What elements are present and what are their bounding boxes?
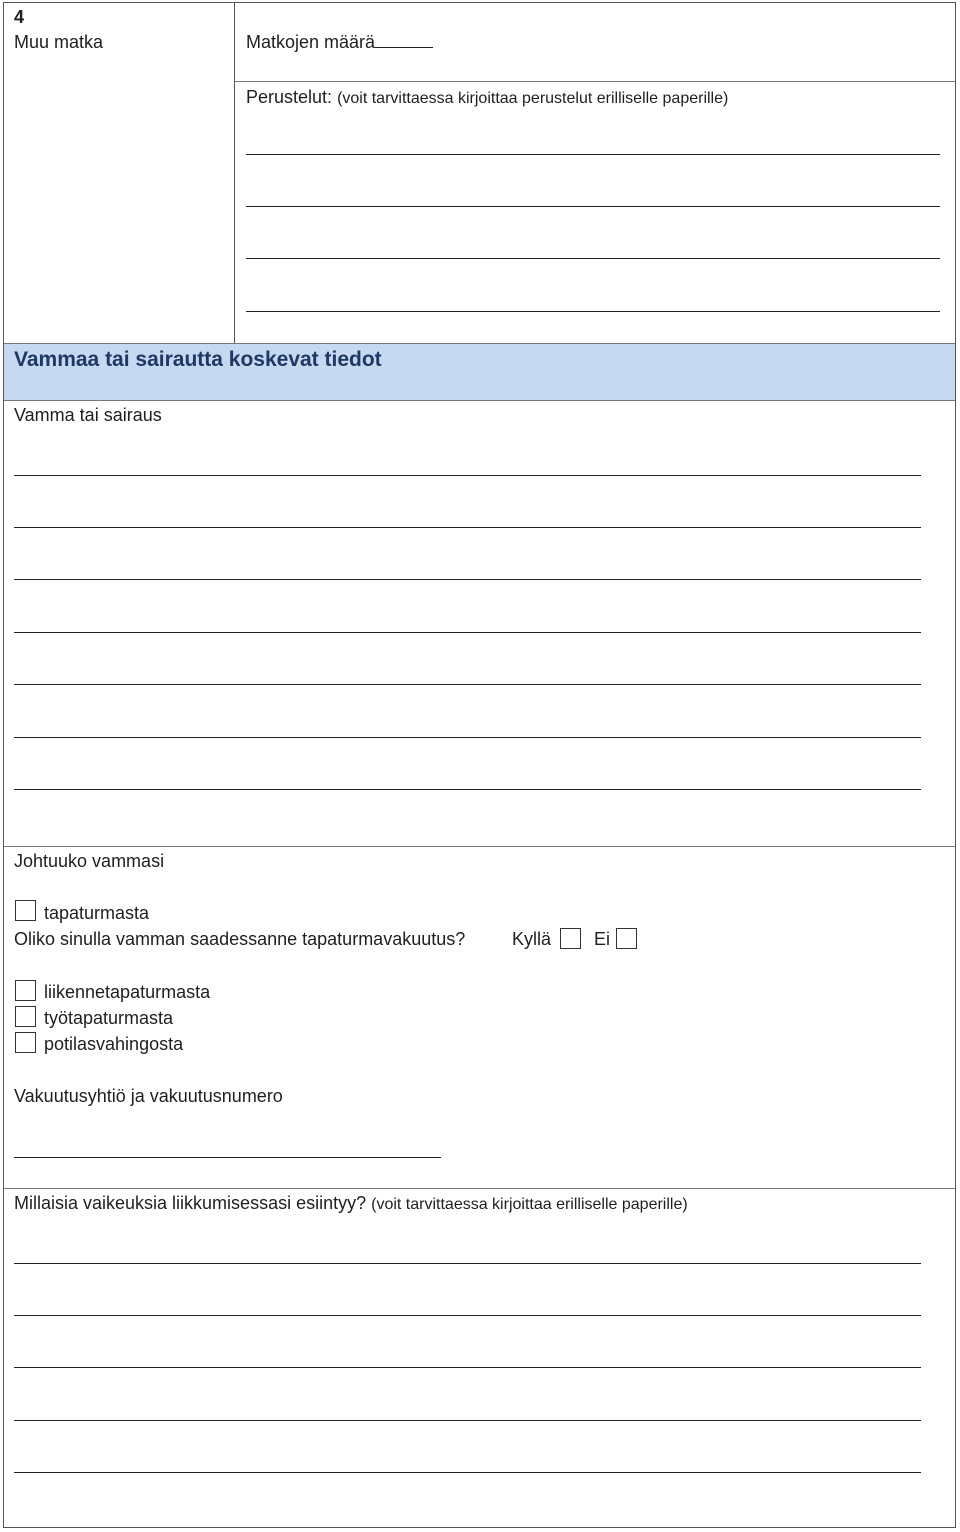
mobility-line-3[interactable] xyxy=(14,1367,921,1368)
column-divider xyxy=(234,2,235,343)
justification-line-2[interactable] xyxy=(246,206,940,207)
section-header-title: Vammaa tai sairautta koskevat tiedot xyxy=(14,348,382,371)
insurer-line[interactable] xyxy=(14,1157,441,1158)
mobility-question: Millaisia vaikeuksia liikkumisessasi esiintyy? xyxy=(14,1193,367,1213)
work-checkbox[interactable] xyxy=(15,1006,36,1027)
mobility-note: (voit tarvittaessa kirjoittaa erilliselle paperille) xyxy=(371,1196,688,1213)
justification-row xyxy=(246,86,728,110)
patient-checkbox[interactable] xyxy=(15,1032,36,1053)
justification-line-3[interactable] xyxy=(246,258,940,259)
mobility-line-5[interactable] xyxy=(14,1472,921,1473)
injury-line-1[interactable] xyxy=(14,475,921,476)
row-divider xyxy=(4,846,955,847)
no-label: Ei xyxy=(594,929,611,949)
mobility-line-2[interactable] xyxy=(14,1315,921,1316)
mobility-line-4[interactable] xyxy=(14,1420,921,1421)
mobility-line-1[interactable] xyxy=(14,1263,921,1264)
row-divider xyxy=(4,1188,955,1189)
justification-label: Perustelut: xyxy=(246,87,333,107)
justification-line-1[interactable] xyxy=(246,154,940,155)
form-frame xyxy=(3,2,956,1528)
work-label: työtapaturmasta xyxy=(44,1008,174,1028)
justification-line-4[interactable] xyxy=(246,311,940,312)
traffic-label: liikennetapaturmasta xyxy=(44,982,211,1002)
injury-line-6[interactable] xyxy=(14,737,921,738)
injury-line-2[interactable] xyxy=(14,527,921,528)
yes-label: Kyllä xyxy=(512,929,552,949)
accident-checkbox[interactable] xyxy=(15,900,36,921)
insurance-question: Oliko sinulla vamman saadessanne tapaturmavakuutus? xyxy=(14,929,466,949)
no-checkbox[interactable] xyxy=(616,928,637,949)
accident-label: tapaturmasta xyxy=(44,903,150,923)
row-divider xyxy=(235,81,955,82)
trip-type-label: Muu matka xyxy=(14,32,104,52)
injury-line-4[interactable] xyxy=(14,632,921,633)
cause-question: Johtuuko vammasi xyxy=(14,851,165,871)
mobility-row xyxy=(14,1192,688,1216)
injury-line-3[interactable] xyxy=(14,579,921,580)
injury-line-5[interactable] xyxy=(14,684,921,685)
section-number: 4 xyxy=(14,7,25,27)
trip-count-label: Matkojen määrä xyxy=(246,32,376,52)
injury-line-7[interactable] xyxy=(14,789,921,790)
trip-count-field[interactable] xyxy=(375,31,433,48)
injury-label: Vamma tai sairaus xyxy=(14,405,162,425)
patient-label: potilasvahingosta xyxy=(44,1034,184,1054)
insurer-label: Vakuutusyhtiö ja vakuutusnumero xyxy=(14,1086,283,1106)
justification-note: (voit tarvittaessa kirjoittaa perustelut erilliselle paperille) xyxy=(337,90,729,107)
traffic-checkbox[interactable] xyxy=(15,980,36,1001)
trip-count-row xyxy=(246,31,433,53)
yes-checkbox[interactable] xyxy=(560,928,581,949)
